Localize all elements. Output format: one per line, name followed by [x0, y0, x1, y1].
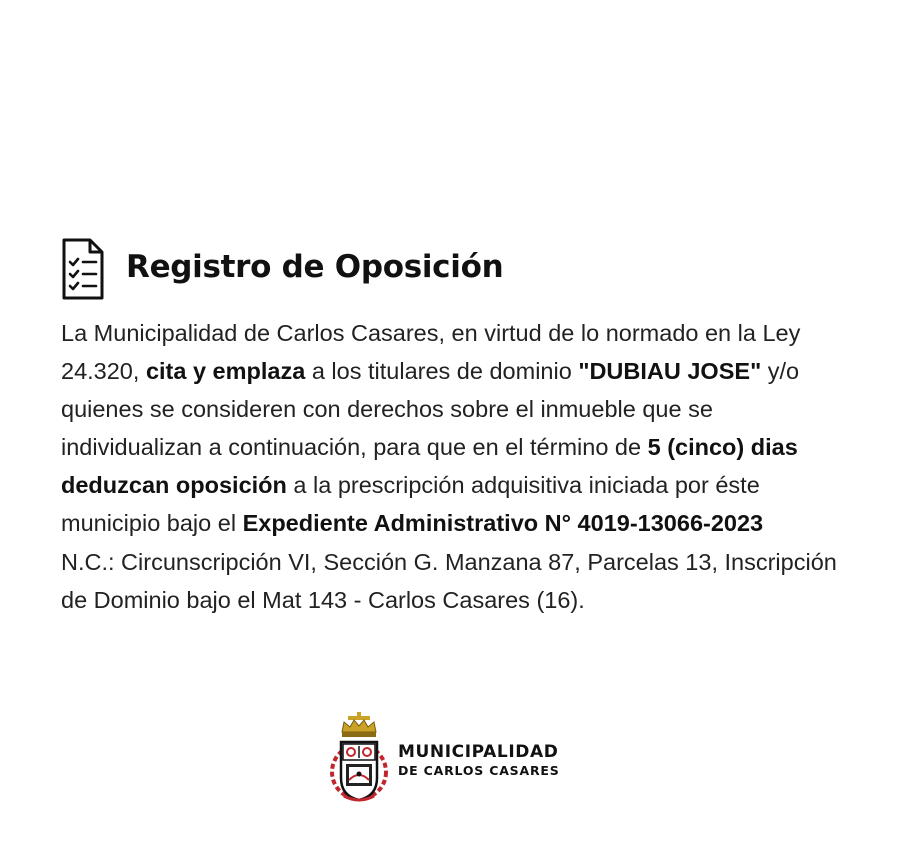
owner-name: "DUBIAU JOSE" — [578, 358, 762, 384]
notice-text: a la prescripción adquisitiva iniciada por éste municipio bajo el — [61, 472, 760, 536]
municipality-name — [398, 742, 560, 780]
municipality-line-1: MUNICIPALIDAD — [398, 742, 559, 762]
notice-header — [60, 232, 503, 302]
deadline: 5 (cinco) dias deduzcan oposición — [61, 434, 798, 498]
notice-text: y/o quienes se consideren con derechos sobre el inmueble que se individualizan a continuación, para que en el término de — [61, 358, 800, 460]
cadastral-info: N.C.: Circunscripción VI, Sección G. Manzana 87, Parcelas 13, Inscripción de Dominio bajo el Mat 143 - Carlos Casares (16). — [61, 549, 837, 613]
checklist-document-icon — [60, 232, 116, 302]
notice-text: La Municipalidad de Carlos Casares, en virtud de lo normado en la Ley 24.320, — [61, 320, 801, 384]
file-number: Expediente Administrativo N° 4019-13066-2023 — [242, 510, 764, 536]
notice-text: a los titulares de dominio — [305, 358, 579, 384]
notice-body — [61, 314, 851, 542]
page-title: Registro de Oposición — [126, 249, 504, 285]
municipal-coat-of-arms — [330, 712, 388, 806]
notice-emphasis: cita y emplaza — [145, 358, 306, 384]
footer-logo — [330, 712, 560, 806]
municipality-line-2: DE CARLOS CASARES — [398, 763, 560, 778]
